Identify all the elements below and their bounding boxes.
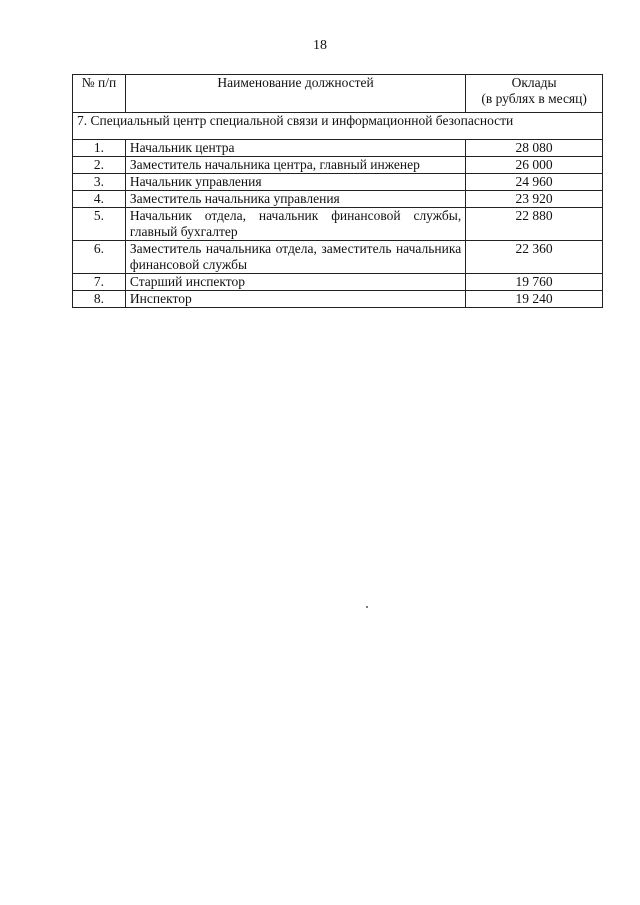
header-number: № п/п (73, 75, 126, 113)
header-salary (466, 75, 603, 113)
table-row (73, 274, 603, 291)
row-position: Начальник центра (125, 140, 465, 157)
row-number: 8. (73, 291, 126, 308)
row-number: 6. (73, 241, 126, 274)
header-salary-line1: Оклады (511, 75, 557, 90)
row-number: 5. (73, 208, 126, 241)
row-salary: 19 240 (466, 291, 603, 308)
row-salary: 28 080 (466, 140, 603, 157)
table-row (73, 208, 603, 241)
row-number: 4. (73, 191, 126, 208)
table-row (73, 140, 603, 157)
row-salary: 22 880 (466, 208, 603, 241)
table-row (73, 291, 603, 308)
row-salary: 24 960 (466, 174, 603, 191)
row-position: Заместитель начальника управления (125, 191, 465, 208)
page-number: 18 (313, 38, 327, 53)
section-row (73, 113, 603, 140)
table-header-row (73, 75, 603, 113)
table-row (73, 241, 603, 274)
row-position: Старший инспектор (125, 274, 465, 291)
header-position-name: Наименование должностей (125, 75, 465, 113)
row-number: 1. (73, 140, 126, 157)
section-title: 7. Специальный центр специальной связи и информационной безопасности (73, 113, 603, 140)
row-salary: 19 760 (466, 274, 603, 291)
row-salary: 26 000 (466, 157, 603, 174)
row-position: Инспектор (125, 291, 465, 308)
salary-table (72, 74, 603, 308)
row-number: 7. (73, 274, 126, 291)
row-salary: 22 360 (466, 241, 603, 274)
table-row (73, 157, 603, 174)
row-position: Заместитель начальника отдела, заместитель начальника финансовой службы (125, 241, 465, 274)
scan-speck (366, 606, 368, 608)
header-salary-line2: (в рублях в месяц) (481, 91, 587, 106)
row-position: Заместитель начальника центра, главный инженер (125, 157, 465, 174)
table-row (73, 174, 603, 191)
table-row (73, 191, 603, 208)
row-number: 2. (73, 157, 126, 174)
row-position: Начальник отдела, начальник финансовой службы, главный бухгалтер (125, 208, 465, 241)
row-salary: 23 920 (466, 191, 603, 208)
row-position: Начальник управления (125, 174, 465, 191)
row-number: 3. (73, 174, 126, 191)
